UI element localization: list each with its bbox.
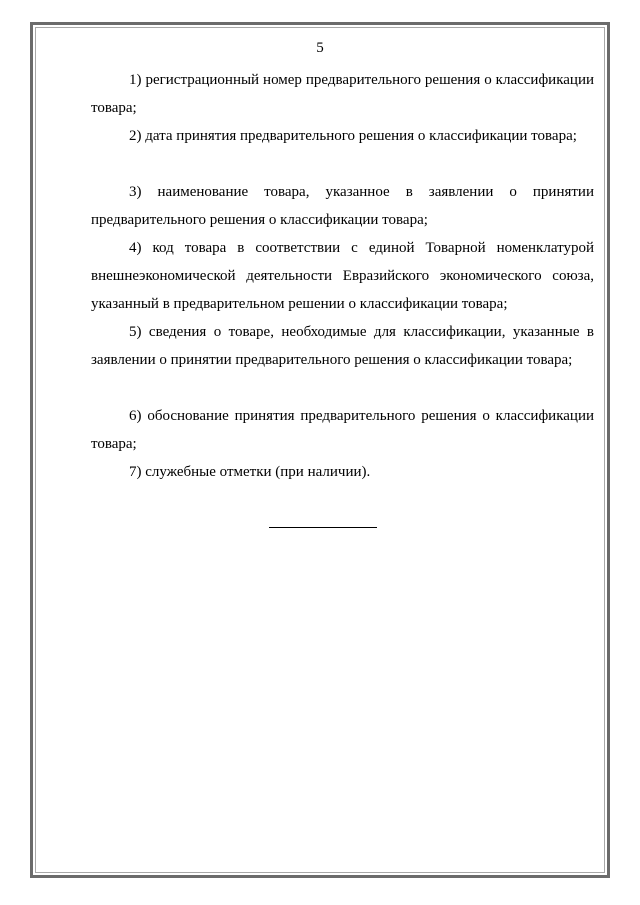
list-item-2: 2) дата принятия предварительного решения о классификации товара; — [129, 128, 577, 144]
page-number: 5 — [316, 40, 324, 56]
list-item-3: 3) наименование товара, указанное в заявлении о принятии предварительного решения о классификации товара; — [91, 184, 594, 228]
list-item-7: 7) служебные отметки (при наличии). — [129, 464, 371, 480]
closing-separator-line — [269, 527, 377, 528]
list-item-4: 4) код товара в соответствии с единой Товарной номенклатурой внешнеэкономической деятельности Евразийского экономического союза, указанный в предварительном решении о классификации товара; — [91, 240, 594, 312]
list-item-5: 5) сведения о товаре, необходимые для классификации, указанные в заявлении о принятии предварительного решения о классификации товара; — [91, 324, 594, 368]
list-item-1: 1) регистрационный номер предварительного решения о классификации товара; — [91, 72, 594, 116]
list-item-6: 6) обоснование принятия предварительного решения о классификации товара; — [91, 408, 594, 452]
